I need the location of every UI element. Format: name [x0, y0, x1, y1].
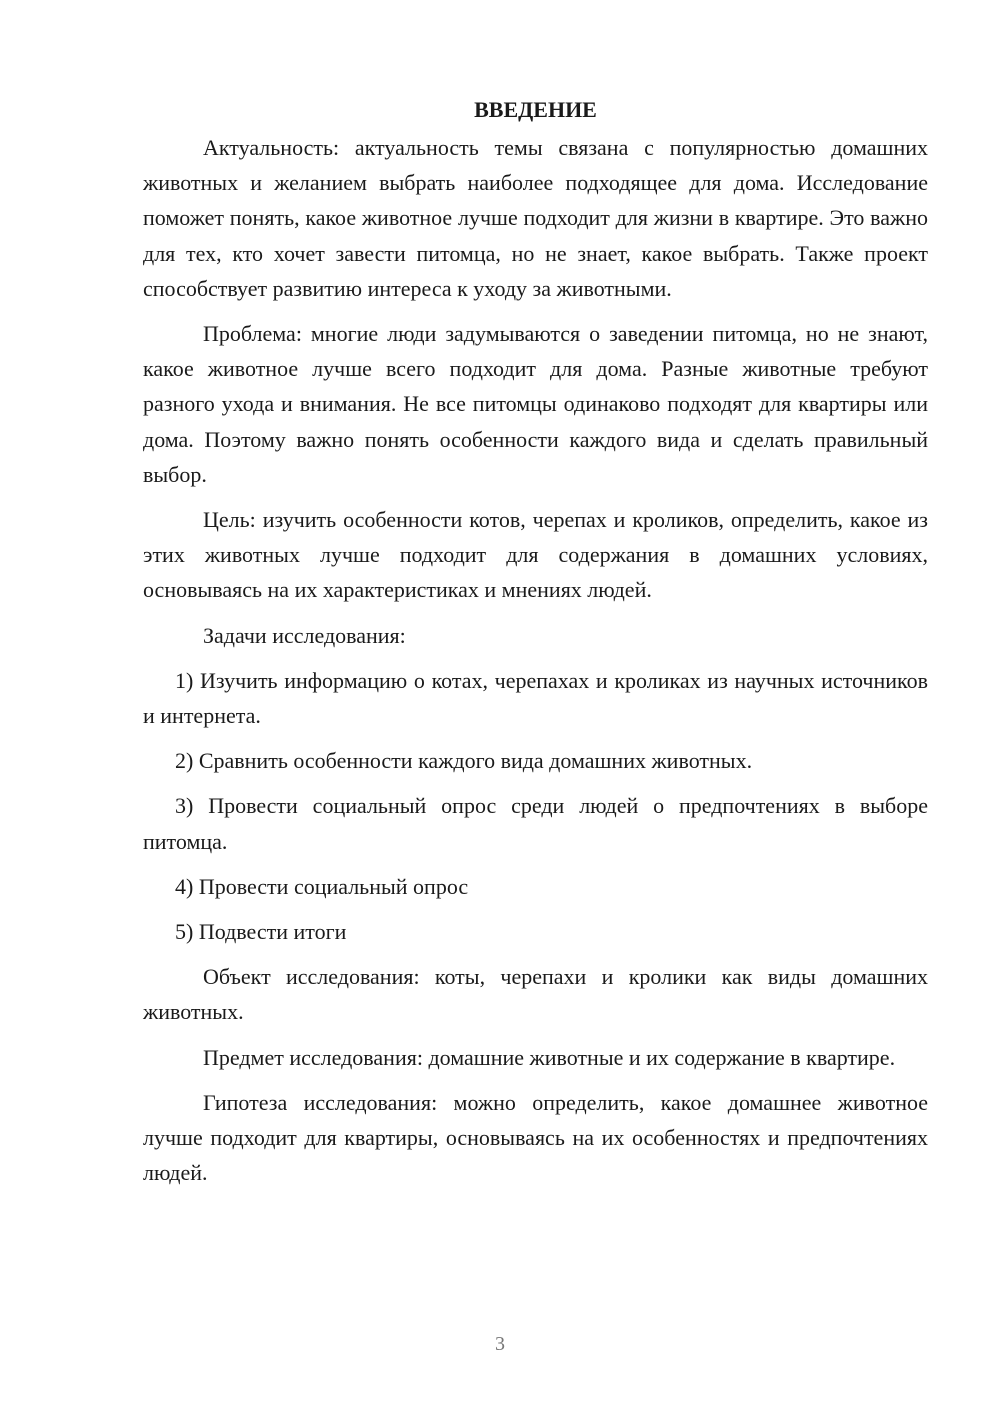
section-heading: ВВЕДЕНИЕ	[474, 97, 597, 122]
task-item-3: 3) Провести социальный опрос среди людей о предпочтениях в выборе питомца.	[143, 793, 928, 854]
object-paragraph: Объект исследования: коты, черепахи и кролики как виды домашних животных.	[143, 964, 928, 1025]
task-item-5: 5) Подвести итоги	[175, 919, 347, 945]
task-item-4: 4) Провести социальный опрос	[175, 873, 469, 899]
problem-paragraph: Проблема: многие люди задумываются о заведении питомца, но не знают, какое животное лучше всего подходит для дома. Разные животные требуют разного ухода и внимания. Не все питомцы одинаково подходят для квартиры или дома. Поэтому важно понять особенности каждого вида и сделать правильный выбор.	[143, 321, 928, 487]
subject-paragraph: Предмет исследования: домашние животные и их содержание в квартире.	[203, 1044, 896, 1070]
tasks-title: Задачи исследования:	[203, 622, 406, 648]
goal-paragraph: Цель: изучить особенности котов, черепах и кроликов, определить, какое из этих животных лучше подходит для содержания в домашних условиях, основываясь на их характеристиках и мнениях людей.	[143, 507, 928, 603]
task-item-2: 2) Сравнить особенности каждого вида домашних животных.	[175, 748, 753, 774]
page-number: 3	[495, 1333, 505, 1355]
task-item-1: 1) Изучить информацию о котах, черепахах и кроликах из научных источников и интернета.	[143, 667, 928, 729]
hypothesis-paragraph: Гипотеза исследования: можно определить, какое домашнее животное лучше подходит для квартиры, основываясь на их особенностях и предпочтениях людей.	[143, 1089, 928, 1186]
relevance-paragraph: Актуальность: актуальность темы связана с популярностью домашних животных и желанием выбрать наиболее подходящее для дома. Исследование поможет понять, какое животное лучше подходит для жизни в квартире. Это важно для тех, кто хочет завести питомца, но не знает, какое выбрать. Также проект способствует развитию интереса к уходу за животными.	[143, 135, 928, 301]
document-page	[143, 92, 928, 1200]
